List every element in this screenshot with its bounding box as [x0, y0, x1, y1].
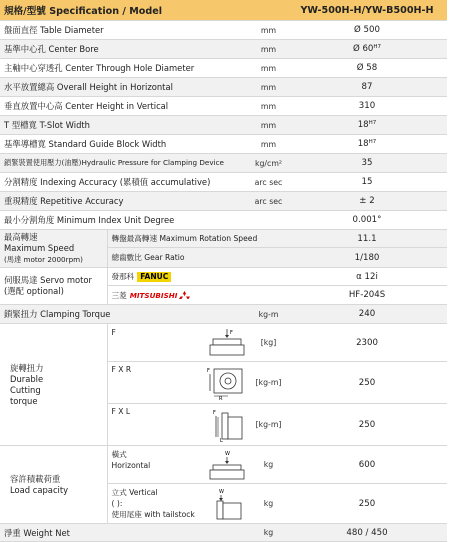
load-vertical-en: 使用尾座 with tailstock [111, 509, 195, 519]
gear-ratio-label: 總齒數比 Gear Ratio [107, 248, 287, 268]
durable-label-en1: Durable [10, 373, 44, 384]
servo-label-note: (選配 optional) [4, 286, 64, 296]
durable-fxl-text: F X L [111, 406, 131, 416]
durable-label-en3: torque [10, 395, 38, 406]
load-label [0, 446, 107, 524]
row-label: 鎖緊裝置使用壓力(油壓)Hydraulic Pressure for Clamping Device [0, 154, 250, 173]
moment-l-sketch [208, 407, 246, 443]
durable-fxl-sub [107, 404, 250, 446]
row-label: 重現精度 Repetitive Accuracy [0, 192, 250, 211]
max-rotation-label: 轉盤最高轉速 Maximum Rotation Speed [107, 230, 287, 248]
row-unit: mm [250, 97, 287, 116]
row-label: 最小分割角度 Minimum Index Unit Degree [0, 211, 250, 230]
mitsubishi-diamond-icon [179, 291, 190, 301]
load-label-en: Load capacity [10, 484, 69, 495]
row-unit: mm [250, 40, 287, 59]
row-unit: mm [250, 78, 287, 97]
force-sketch [208, 328, 246, 358]
header-title: 規格/型號 Specification / Model [0, 0, 287, 21]
servo-label [0, 268, 107, 305]
moment-label-r: R [219, 395, 223, 401]
clamping-row [0, 305, 447, 324]
value-text: 18 [357, 139, 369, 149]
row-label: 垂直放置中心高 Center Height in Vertical [0, 97, 250, 116]
horizontal-load-diagram-icon [208, 449, 246, 481]
row-label: 分割精度 Indexing Accuracy (累積值 accumulative) [0, 173, 250, 192]
vertical-load-sketch [208, 487, 246, 521]
clamping-value: 240 [287, 305, 447, 324]
table-row [0, 154, 447, 173]
table-row [0, 211, 447, 230]
force-label-f: F [230, 329, 233, 336]
load-horizontal-value: 600 [287, 446, 447, 484]
max-speed-label-en: Maximum Speed [4, 243, 75, 253]
max-speed-row [0, 230, 447, 248]
row-value: Ø 58 [287, 59, 447, 78]
table-row [0, 135, 447, 154]
row-label: 水平放置總高 Overall Height in Horizontal [0, 78, 250, 97]
clamping-unit: kg-m [250, 305, 287, 324]
axial-force-diagram-icon [208, 328, 246, 358]
row-value: 87 [287, 78, 447, 97]
table-row [0, 173, 447, 192]
mitsubishi-logo: MITSUBISHI [129, 290, 178, 300]
gear-ratio-value: 1/180 [287, 248, 447, 268]
load-horizontal-en: Horizontal [111, 460, 151, 470]
value-text: Ø 60 [352, 44, 374, 54]
row-unit: kg/cm² [250, 154, 287, 173]
durable-label-en2: Cutting [10, 384, 41, 395]
clamping-label: 鎖緊扭力 Clamping Torque [0, 305, 250, 324]
row-unit: mm [250, 135, 287, 154]
durable-f-unit: [kg] [250, 324, 287, 362]
table-row [0, 97, 447, 116]
row-unit [250, 211, 287, 230]
weight-row [0, 524, 447, 542]
durable-label-zh: 旋轉扭力 [10, 362, 44, 373]
table-row [0, 59, 447, 78]
row-label: 主軸中心穿透孔 Center Through Hole Diameter [0, 59, 250, 78]
durable-f-sub [107, 324, 250, 362]
weight-value: 480 / 450 [287, 524, 447, 542]
row-label: 基準中心孔 Center Bore [0, 40, 250, 59]
table-row [0, 21, 447, 40]
load-horizontal-zh: 橫式 [111, 449, 127, 459]
durable-fxr-unit: [kg-m] [250, 362, 287, 404]
row-unit: arc sec [250, 173, 287, 192]
max-rotation-value: 11.1 [287, 230, 447, 248]
table-row [0, 116, 447, 135]
row-value [287, 40, 447, 59]
table-header [0, 0, 447, 21]
row-value [287, 116, 447, 135]
load-vertical-unit: kg [250, 484, 287, 524]
moment-label-l: L [220, 437, 223, 443]
durable-fxr-text: F X R [111, 364, 132, 374]
row-value: ± 2 [287, 192, 447, 211]
mitsubishi-label-zh: 三菱 [111, 290, 127, 300]
table-row [0, 78, 447, 97]
overturn-moment-diagram-icon [208, 407, 246, 443]
durable-fxl-unit: [kg-m] [250, 404, 287, 446]
header-model: YW-500H-H/YW-B500H-H [287, 0, 447, 21]
load-vertical-zh: 立式 Vertical [111, 487, 158, 497]
row-value: 35 [287, 154, 447, 173]
table-row [0, 40, 447, 59]
row-value: 15 [287, 173, 447, 192]
load-label-w: W [225, 450, 230, 457]
row-unit: mm [250, 116, 287, 135]
table-row [0, 192, 447, 211]
durable-f-text: F [111, 327, 116, 337]
moment-label-f2: F [213, 409, 216, 416]
fanuc-label-zh: 發那科 [111, 272, 135, 281]
fanuc-value: α 12i [287, 268, 447, 286]
row-label: T 型槽寬 T-Slot Width [0, 116, 250, 135]
servo-label-main: 伺服馬達 Servo motor [4, 275, 92, 285]
moment-label-f: F [207, 367, 210, 374]
load-vertical-value: 250 [287, 484, 447, 524]
mitsubishi-value: HF-204S [287, 286, 447, 305]
row-value: 310 [287, 97, 447, 116]
tolerance-sup: H7 [368, 139, 377, 145]
fanuc-logo: FANUC [137, 272, 171, 282]
row-value: 0.001° [287, 211, 447, 230]
value-text: 18 [357, 120, 369, 130]
max-speed-label-zh: 最高轉速 [4, 232, 38, 242]
max-speed-label [0, 230, 107, 268]
durable-f-value: 2300 [287, 324, 447, 362]
weight-unit: kg [250, 524, 287, 542]
durable-fxr-sub [107, 362, 250, 404]
row-unit: mm [250, 21, 287, 40]
durable-fxr-value: 250 [287, 362, 447, 404]
load-label-w2: W [219, 488, 224, 495]
load-horizontal-row [0, 446, 447, 484]
vertical-load-diagram-icon [208, 487, 246, 521]
load-horizontal-unit: kg [250, 446, 287, 484]
row-unit: arc sec [250, 192, 287, 211]
moment-r-sketch [206, 365, 246, 401]
load-vertical-sub [107, 484, 250, 524]
tolerance-sup: H7 [373, 44, 382, 50]
weight-label: 淨重 Weight Net [0, 524, 250, 542]
durable-f-row [0, 324, 447, 362]
row-label: 盤面直徑 Table Diameter [0, 21, 250, 40]
row-value: Ø 500 [287, 21, 447, 40]
row-value [287, 135, 447, 154]
row-unit: mm [250, 59, 287, 78]
load-horizontal-sub [107, 446, 250, 484]
durable-fxl-value: 250 [287, 404, 447, 446]
tolerance-sup: H7 [368, 120, 377, 126]
max-speed-note: (馬達 motor 2000rpm) [4, 255, 83, 264]
fanuc-label [107, 268, 287, 286]
mitsubishi-label [107, 286, 287, 305]
durable-label [0, 324, 107, 446]
radial-moment-diagram-icon [206, 365, 246, 401]
load-vertical-mid: ( ): [111, 498, 123, 508]
servo-row [0, 268, 447, 286]
load-label-zh: 容許積載荷重 [10, 473, 61, 484]
row-label: 基準導槽寬 Standard Guide Block Width [0, 135, 250, 154]
horizontal-load-sketch [208, 449, 246, 481]
